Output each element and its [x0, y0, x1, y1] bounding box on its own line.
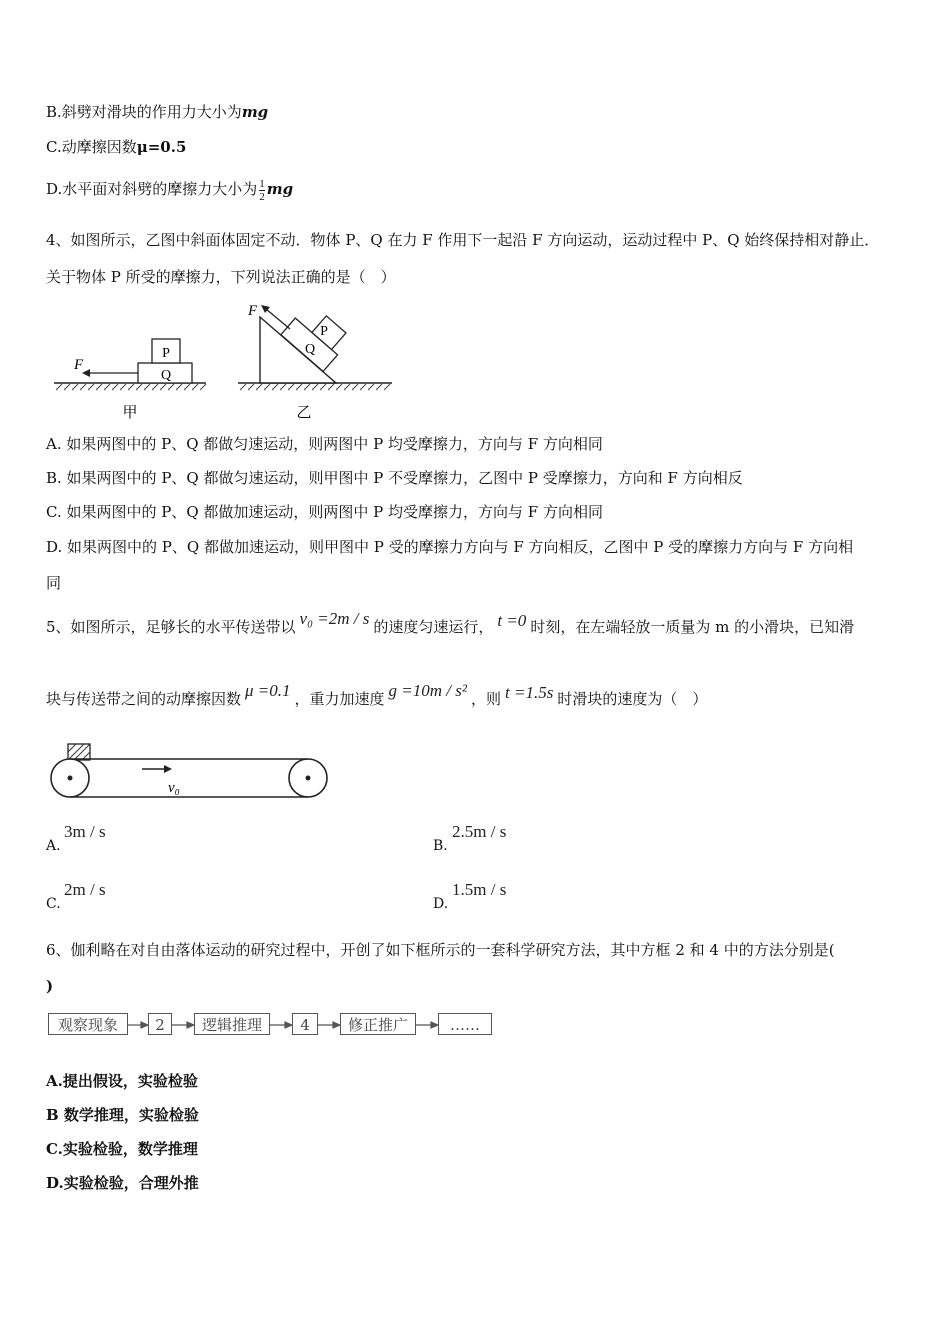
q4-option-b: B. 如果两图中的 P、Q 都做匀速运动，则甲图中 P 不受摩擦力，乙图中 P 受摩擦力，方向和 F 方向相反 — [46, 469, 743, 487]
q5-option-b-label: B. — [433, 838, 448, 854]
fraction-numerator: 1 — [259, 177, 265, 190]
option-text: 水平面对斜劈的摩擦力大小为 — [62, 180, 258, 198]
option-label: D. — [46, 180, 63, 198]
flow-box-logic: 逻辑推理 — [194, 1013, 270, 1035]
option-text: 动摩擦因数 — [61, 138, 137, 156]
q4-stem-line1: 4、如图所示，乙图中斜面体固定不动．物体 P、Q 在力 F 作用下一起沿 F 方向运动，运动过程中 P、Q 始终保持相对静止． — [46, 231, 880, 249]
option-label: C. — [46, 138, 62, 156]
q5-t0-expr: t =0 — [497, 611, 527, 630]
ground-hatch-yi — [240, 384, 390, 390]
label-f-jia: F — [74, 357, 84, 373]
q5-stem-line1 — [46, 609, 855, 642]
q4-option-d-wrap: 同 — [46, 574, 62, 592]
q5-text: ，则 — [470, 690, 501, 708]
option-math: μ=0.5 — [136, 138, 187, 156]
q4-option-a: A. 如果两图中的 P、Q 都做匀速运动，则两图中 P 均受摩擦力，方向与 F 方向相同 — [46, 435, 603, 453]
q5-text: 块与传送带之间的动摩擦因数 — [46, 690, 242, 708]
q5-option-c-value: 2m / s — [64, 880, 106, 899]
q5-option-b-value: 2.5m / s — [452, 822, 507, 841]
label-f-yi: F — [248, 303, 258, 319]
q5-stem-line2 — [46, 681, 708, 714]
ground-hatch-jia — [56, 384, 206, 390]
label-q-yi: Q — [304, 342, 316, 357]
option-text: 斜劈对滑块的作用力大小为 — [61, 103, 242, 121]
flow-box-observe: 观察现象 — [48, 1013, 128, 1035]
option-label: B. — [46, 103, 62, 121]
label-q-jia: Q — [160, 368, 172, 383]
velocity-arrowhead — [164, 765, 172, 773]
q5-text: 时刻，在左端轻放一质量为 m 的小滑块，已知滑 — [530, 618, 855, 636]
flow-arrows — [0, 1013, 500, 1037]
right-pulley-axle — [306, 776, 311, 781]
fraction — [259, 178, 265, 203]
q5-t-expr: t =1.5s — [505, 683, 554, 702]
q5-mu-expr: μ =0.1 — [245, 681, 291, 700]
flow-box-ellipsis: …… — [438, 1013, 492, 1035]
q6-option-d: D.实验检验，合理外推 — [46, 1174, 199, 1192]
q5-text: 时滑块的速度为（ ） — [557, 690, 708, 708]
q3-option-c — [46, 137, 186, 157]
option-math: mg — [241, 103, 269, 121]
q5-option-a-value: 3m / s — [64, 822, 106, 841]
q4-option-d: D. 如果两图中的 P、Q 都做加速运动，则甲图中 P 受的摩擦力方向与 F 方向相反，乙图中 P 受的摩擦力方向与 F 方向相 — [46, 538, 854, 556]
flow-box-2: 2 — [148, 1013, 172, 1035]
fraction-denominator: 2 — [259, 190, 265, 203]
label-v0: v₀ — [168, 780, 180, 796]
caption-jia: 甲 — [122, 405, 138, 421]
q6-option-b: B 数学推理，实验检验 — [46, 1106, 199, 1124]
option-math: mg — [266, 180, 294, 198]
caption-yi: 乙 — [296, 405, 312, 421]
label-p-jia: P — [162, 346, 170, 361]
flow-box-4: 4 — [292, 1013, 318, 1035]
left-pulley-axle — [68, 776, 73, 781]
q5-option-d-value: 1.5m / s — [452, 880, 507, 899]
q5-text: 的速度匀速运行， — [373, 618, 494, 636]
q6-option-c: C.实验检验，数学推理 — [46, 1140, 198, 1158]
q6-stem-line2: ) — [46, 977, 54, 995]
label-p-yi: P — [320, 324, 328, 339]
q5-text: ，重力加速度 — [294, 690, 385, 708]
q5-option-a-label: A. — [46, 838, 61, 854]
q3-option-d — [46, 176, 293, 203]
flow-box-generalize: 修正推广 — [340, 1013, 416, 1035]
q5-option-d-label: D. — [433, 896, 449, 912]
q3-option-b — [46, 102, 268, 122]
q5-g-expr: g =10m / s² — [388, 681, 467, 700]
q5-conveyor-figure — [46, 738, 336, 806]
q5-v0-expr: v₀ =2m / s — [299, 609, 370, 628]
q4-figure — [46, 295, 406, 425]
q4-option-c: C. 如果两图中的 P、Q 都做加速运动，则两图中 P 均受摩擦力，方向与 F 方向相同 — [46, 503, 603, 521]
slider-block — [68, 744, 90, 760]
q5-option-c-label: C. — [46, 896, 61, 912]
force-arrowhead-jia — [82, 369, 90, 377]
q6-stem-line1: 6、伽利略在对自由落体运动的研究过程中，开创了如下框所示的一套科学研究方法，其中方框 2 和 4 中的方法分别是( — [46, 941, 835, 959]
q5-text: 5、如图所示，足够长的水平传送带以 — [46, 618, 296, 636]
q4-stem-line2: 关于物体 P 所受的摩擦力，下列说法正确的是（ ） — [46, 268, 396, 286]
q6-option-a: A.提出假设，实验检验 — [46, 1072, 198, 1090]
